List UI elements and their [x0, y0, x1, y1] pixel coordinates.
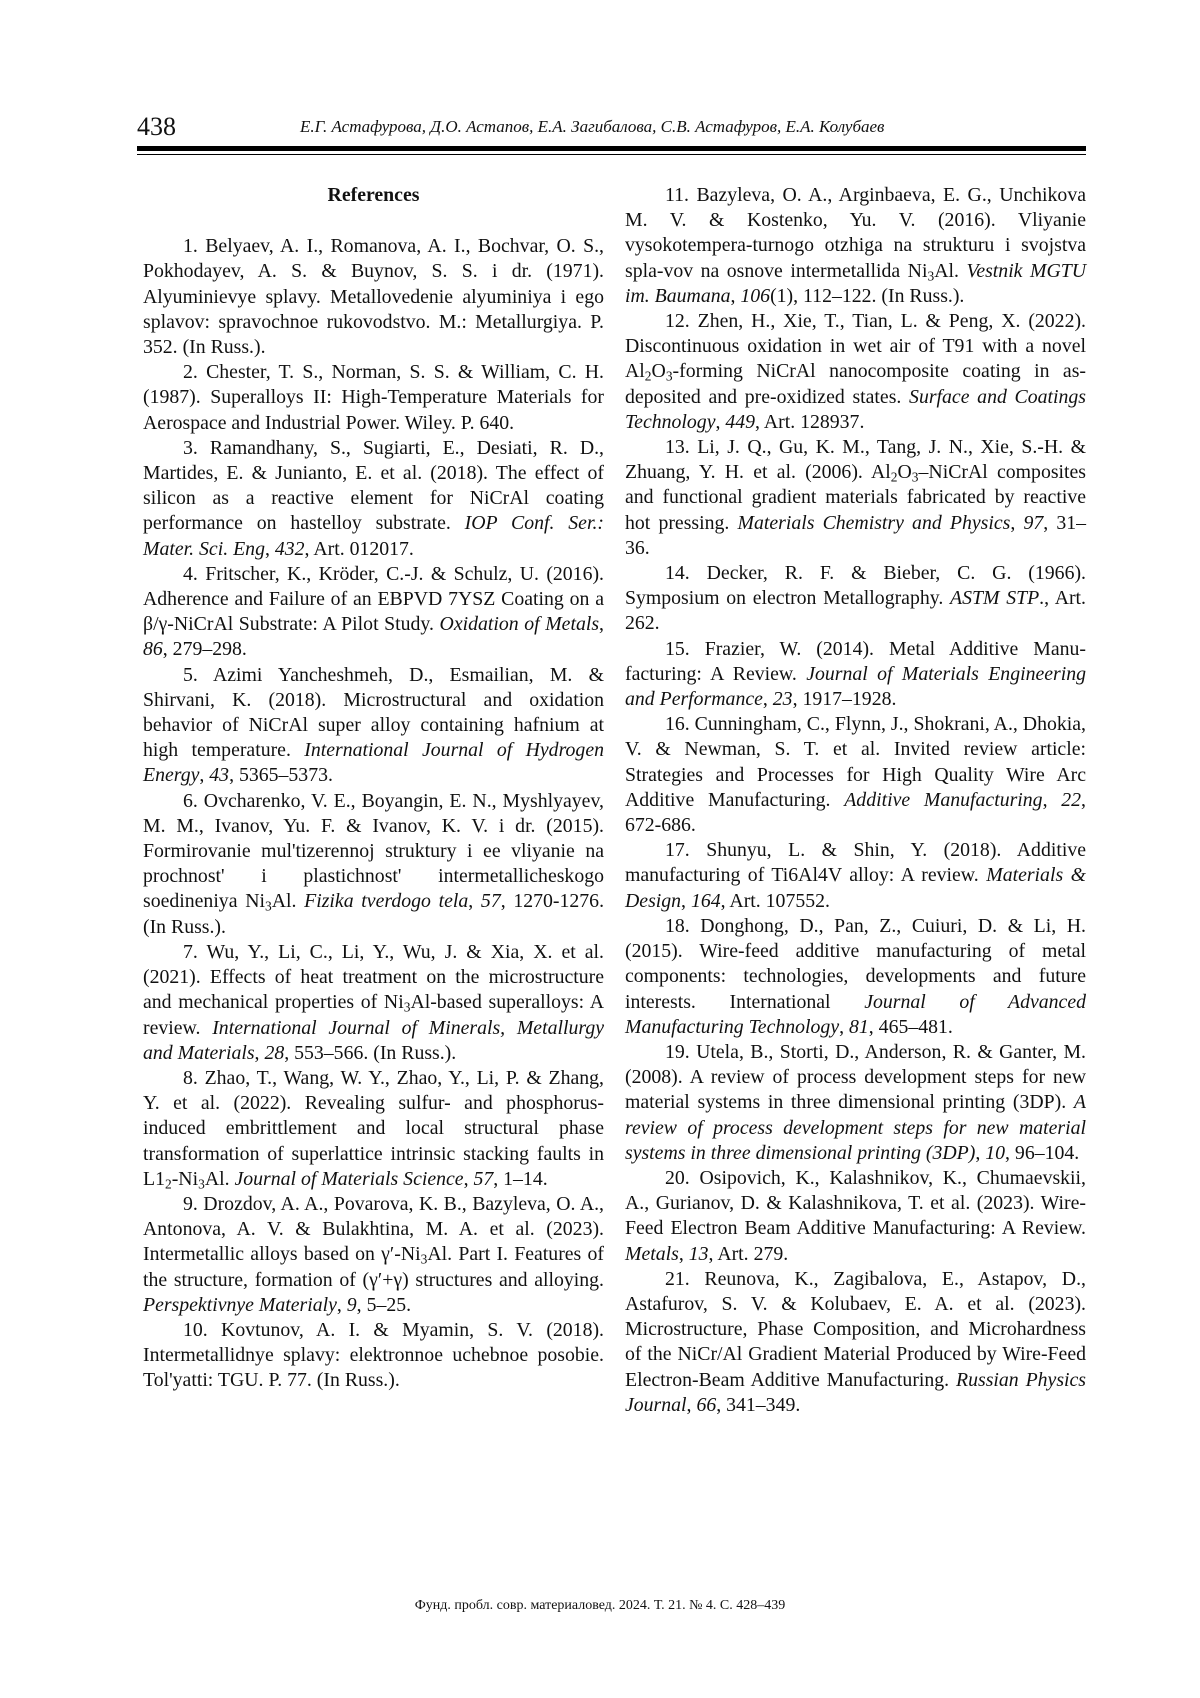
right-column [625, 183, 1086, 1418]
reference-21: 21. Reunova, K., Zagibalova, E., Astapov, D., Astafurov, S. V. & Kolubaev, E. A. et al. (2023). Microstructure, Phase Composition, and Microhardness of the NiCr/Al Gradient Material Produced by Wire-Feed Electron-Beam Additive Manufacturing. Russian Physics Journal, 66, 341–349. [625, 1267, 1086, 1416]
reference-12: 12. Zhen, H., Xie, T., Tian, L. & Peng, X. (2022). Discontinuous oxidation in wet air of T91 with a novel $Al_2O_3$-forming NiCrAl nanocomposite coating in as-deposited and pre-oxidized states. Surface and Coatings Technology, 449, Art. 128937. [625, 310, 1086, 433]
reference-4: 4. Fritscher, K., Kröder, C.-J. & Schulz, U. (2016). Adherence and Failure of an EBPVD 7YSZ Coating on a β/γ-NiCrAl Substrate: A Pilot Study. Oxidation of Metals, 86, 279–298. [143, 562, 604, 661]
running-head: Е.Г. Астафурова, Д.О. Астапов, Е.А. Загибалова, С.В. Астафуров, Е.А. Колубаев [300, 117, 885, 136]
page-number: 438 [137, 112, 176, 141]
reference-10: 10. Kovtunov, A. I. & Myamin, S. V. (2018). Intermetallidnye splavy: elektronnoe uchebnoe posobie. Tol'yatti: TGU. P. 77. (In Russ.). [143, 1318, 604, 1392]
reference-3: 3. Ramandhany, S., Sugiarti, E., Desiati, R. D., Martides, E. & Junianto, E. et al. (2018). The effect of silicon as a reactive element for NiCrAl coating performance on hastelloy substrate. IOP Conf. Ser.: Mater. Sci. Eng, 432, Art. 012017. [143, 436, 604, 560]
reference-13: 13. Li, J. Q., Gu, K. M., Tang, J. N., Xie, S.-H. & Zhuang, Y. H. et al. (2006). $Al_2O_3$–NiCrAl composites and functional gradient materials fabricated by reactive hot pressing. Materials Chemistry and Physics, 97, 31–36. [625, 436, 1086, 559]
header-rule-thick [137, 146, 1086, 151]
reference-18: 18. Donghong, D., Pan, Z., Cuiuri, D. & Li, H. (2015). Wire-feed additive manufacturing of metal components: technologies, developments and future interests. International Journal of Advanced Manufacturing Technology, 81, 465–481. [625, 914, 1086, 1038]
reference-8: 8. Zhao, T., Wang, W. Y., Zhao, Y., Li, P. & Zhang, Y. et al. (2022). Revealing sulfur- and phosphorus-induced embrittlement and local structural phase transformation of superlattice intrinsic stacking faults in $L1_2-Ni_3Al$. Journal of Materials Science, 57, 1–14. [143, 1066, 604, 1192]
reference-5: 5. Azimi Yancheshmeh, D., Esmailian, M. & Shirvani, K. (2018). Microstructural and oxidation behavior of NiCrAl super alloy containing hafnium at high temperature. International Journal of Hydrogen Energy, 43, 5365–5373. [143, 663, 604, 787]
left-column [143, 183, 604, 1394]
header-rule-thin [137, 154, 1086, 155]
reference-17: 17. Shunyu, L. & Shin, Y. (2018). Additive manufacturing of Ti6Al4V alloy: A review. Materials & Design, 164, Art. 107552. [625, 839, 1086, 912]
reference-16: 16. Cunningham, C., Flynn, J., Shokrani, A., Dhokia, V. & Newman, S. T. et al. Invited review article: Strategies and Processes for High Quality Wire Arc Additive Manufacturing. Additive Manufacturing, 22, 672-686. [625, 713, 1086, 837]
reference-6: 6. Ovcharenko, V. E., Boyangin, E. N., Myshlyayev, M. M., Ivanov, Yu. F. & Ivanov, K. V. i dr. (2015). Formirovanie mul'tizerennoj struktury i ee vliyanie na prochnost' i plastichnost' intermetallicheskogo soedineniya $Ni_3Al$. Fizika tverdogo tela, 57, 1270-1276. (In Russ.). [143, 789, 605, 938]
reference-14: 14. Decker, R. F. & Bieber, C. G. (1966). Symposium on electron Metallography. ASTM STP., Art. 262. [625, 562, 1087, 635]
reference-1: 1. Belyaev, A. I., Romanova, A. I., Bochvar, O. S., Pokhodayev, A. S. & Buynov, S. S. i dr. (1971). Alyuminievye splavy. Metallovedenie alyuminiya i ego splavov: spravochnoe rukovodstvo. M.: Metallurgiya. P. 352. (In Russ.). [143, 235, 604, 359]
reference-15: 15. Frazier, W. (2014). Metal Additive Manufacturing: A Review. Journal of Materials Engineering and Performance, 23, 1917–1928. [625, 637, 1087, 711]
references-heading: References [327, 184, 420, 206]
reference-11: 11. Bazyleva, O. A., Arginbaeva, E. G., Unchikova M. V. & Kostenko, Yu. V. (2016). Vliyanie vysokotempera-turnogo otzhiga na strukturu i svojstva spla-vov na osnove intermetallida $Ni_3Al$. Vestnik MGTU im. Baumana, 106(1), 112–122. (In Russ.). [625, 184, 1087, 307]
reference-20: 20. Osipovich, K., Kalashnikov, K., Chumaevskii, A., Gurianov, D. & Kalashnikova, T. et al. (2023). Wire-Feed Electron Beam Additive Manufacturing: A Review. Metals, 13, Art. 279. [625, 1166, 1086, 1265]
reference-7: 7. Wu, Y., Li, C., Li, Y., Wu, J. & Xia, X. et al. (2021). Effects of heat treatment on the microstructure and mechanical properties of $Ni_3Al$-based superalloys: A review. International Journal of Minerals, Metallurgy and Materials, 28, 553–566. (In Russ.). [143, 940, 604, 1064]
reference-9: 9. Drozdov, A. A., Povarova, K. B., Bazyleva, O. A., Antonova, A. V. & Bulakhtina, M. A. et al. (2023). Intermetallic alloys based on $\gamma'-Ni_3Al$. Part I. Features of the structure, formation of (γ′+γ) structures and alloying. Perspektivnye Materialy, 9, 5–25. [143, 1192, 604, 1316]
journal-footer: Фунд. пробл. совр. материаловед. 2024. Т. 21. № 4. С. 428–439 [414, 1598, 786, 1613]
reference-2: 2. Chester, T. S., Norman, S. S. & William, C. H. (1987). Superalloys II: High-Temperature Materials for Aerospace and Industrial Power. Wiley. P. 640. [143, 361, 604, 434]
reference-19: 19. Utela, B., Storti, D., Anderson, R. & Ganter, M. (2008). A review of process development steps for new material systems in three dimensional printing (3DP). A review of process development steps for new material systems in three dimensional printing (3DP), 10, 96–104. [625, 1040, 1086, 1164]
